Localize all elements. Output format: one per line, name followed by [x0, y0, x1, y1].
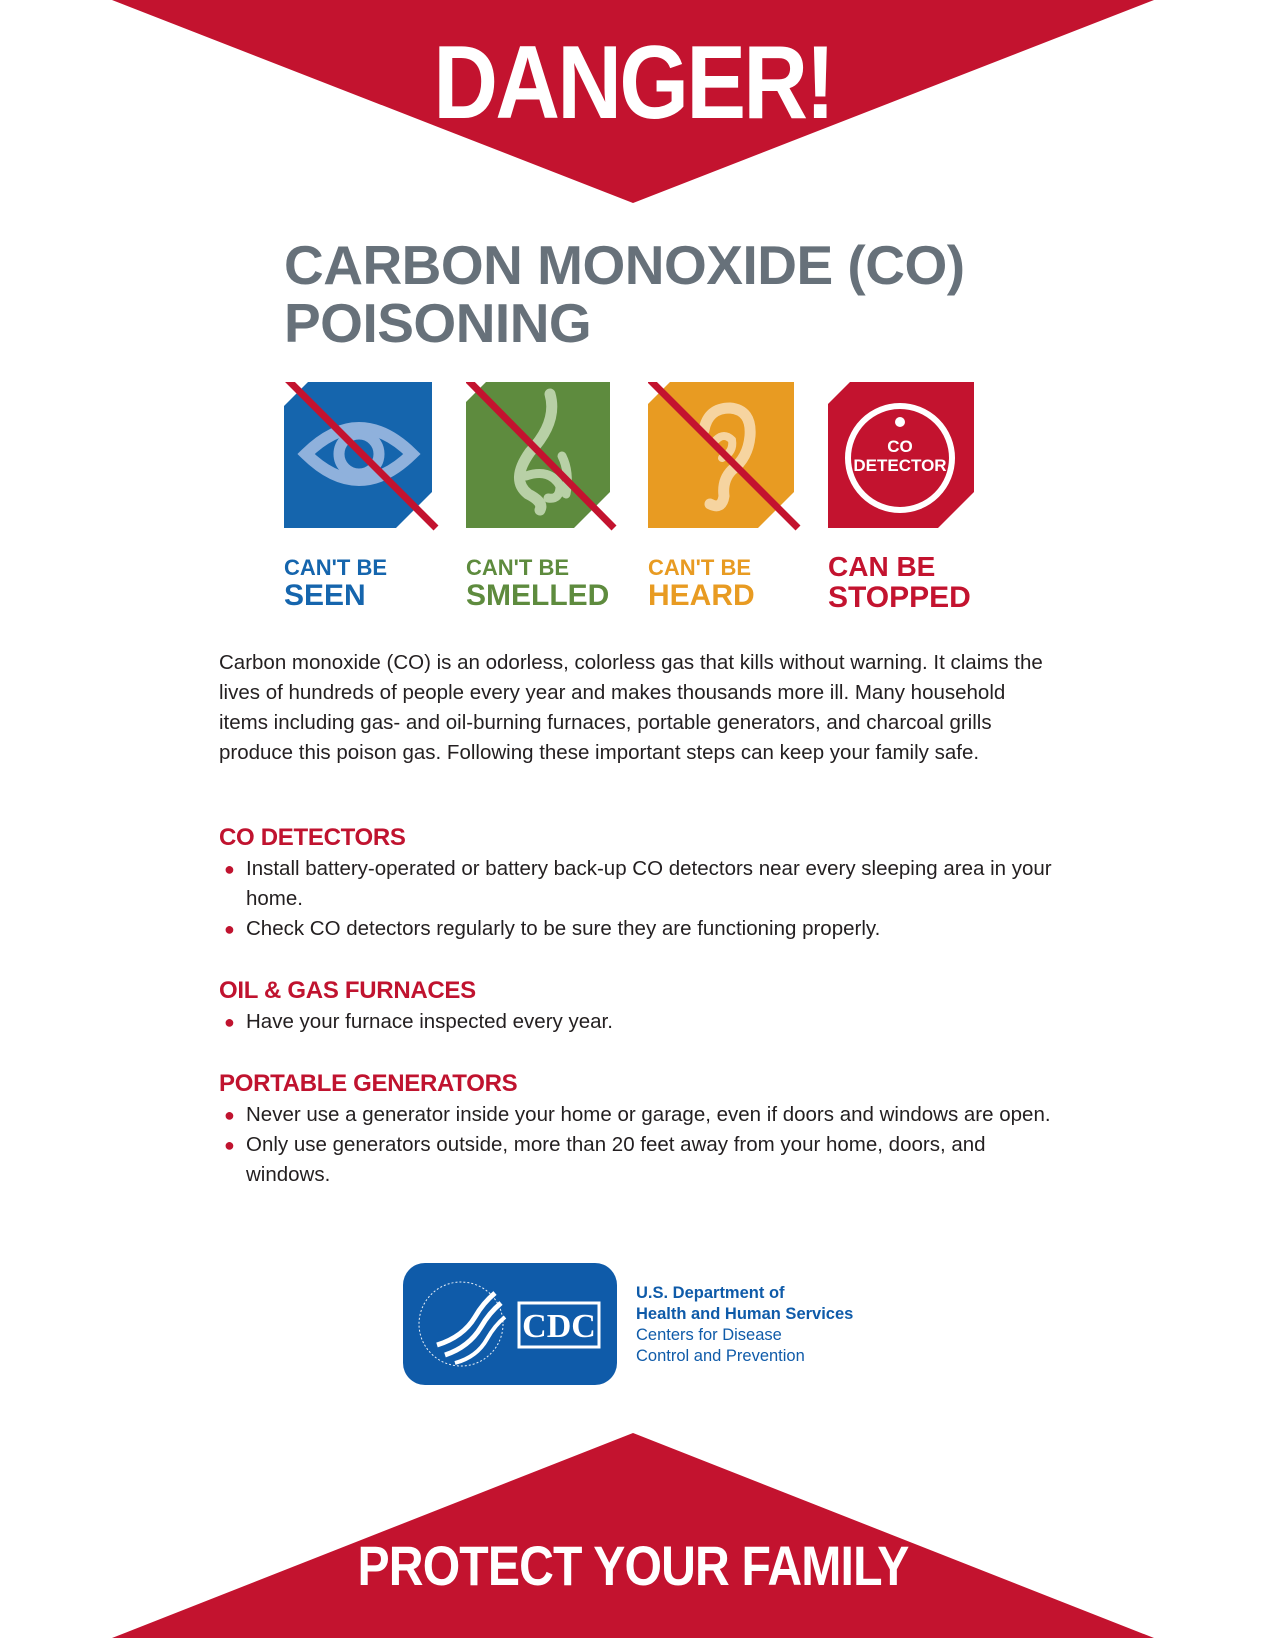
hhs-org-name: U.S. Department of Health and Human Services Centers for Disease Control and Prevention — [636, 1284, 854, 1365]
caption-line2: HEARD — [648, 579, 755, 612]
protect-family-heading: PROTECT YOUR FAMILY — [357, 1534, 909, 1597]
bullet-icon: ● — [224, 1105, 235, 1125]
section-generators — [219, 1068, 1059, 1190]
icon-card-seen — [284, 382, 444, 612]
ear-icon — [648, 382, 808, 542]
caption-line1: CAN'T BE — [466, 555, 570, 580]
caption-line2: STOPPED — [828, 581, 971, 614]
danger-heading: DANGER! — [433, 25, 833, 141]
list-item: ● Have your furnace inspected every year. — [219, 1007, 1059, 1037]
cdc-wordmark: CDC — [522, 1308, 596, 1345]
bullet-icon: ● — [224, 919, 235, 939]
caption-line1: CAN BE — [828, 551, 936, 582]
list-item: ● Install battery-operated or battery back-up CO detectors near every sleeping area in your home. — [219, 854, 1059, 914]
bullet-icon: ● — [224, 859, 235, 879]
bullet-icon: ● — [224, 1012, 235, 1032]
section-heading: OIL & GAS FURNACES — [219, 977, 476, 1004]
hhs-cdc-logo — [403, 1263, 617, 1385]
bullet-list — [219, 854, 1059, 944]
page-title — [284, 236, 1024, 352]
section-heading: PORTABLE GENERATORS — [219, 1070, 518, 1097]
bullet-list — [219, 1007, 1059, 1037]
nose-icon — [466, 382, 626, 542]
page-title-line1: CARBON MONOXIDE (CO) — [284, 234, 965, 296]
intro-paragraph: Carbon monoxide (CO) is an odorless, colorless gas that kills without warning. It claims the lives of hundreds of people every year and makes thousands more ill. Many household items including gas- and oil-burning furnaces, portable generators, and charcoal grills produce this poison gas. Following these important steps can keep your family safe. — [219, 651, 1043, 764]
section-co-detectors — [219, 822, 1059, 944]
caption-line2: SEEN — [284, 579, 366, 612]
eye-icon — [284, 382, 444, 542]
icon-card-stopped — [828, 382, 988, 614]
bullet-list — [219, 1100, 1059, 1190]
caption-line2: SMELLED — [466, 579, 610, 612]
caption-line1: CAN'T BE — [284, 555, 388, 580]
caption-line1: CAN'T BE — [648, 555, 752, 580]
list-item: ● Never use a generator inside your home or garage, even if doors and windows are open. — [219, 1100, 1059, 1130]
icon-card-heard — [648, 382, 808, 612]
section-heading: CO DETECTORS — [219, 824, 406, 851]
co-detector-line2: DETECTOR — [853, 456, 947, 475]
co-detector-line1: CO — [887, 437, 913, 456]
section-furnaces — [219, 975, 1059, 1037]
icon-row — [284, 382, 1004, 612]
bullet-icon: ● — [224, 1135, 235, 1155]
icon-card-smelled — [466, 382, 626, 612]
list-item: ● Check CO detectors regularly to be sure they are functioning properly. — [219, 914, 1059, 944]
page-title-line2: POISONING — [284, 292, 592, 354]
hhs-eagle-seal-icon — [403, 1263, 617, 1385]
list-item: ● Only use generators outside, more than 20 feet away from your home, doors, and windows. — [219, 1130, 1059, 1190]
co-detector-icon — [828, 382, 988, 542]
